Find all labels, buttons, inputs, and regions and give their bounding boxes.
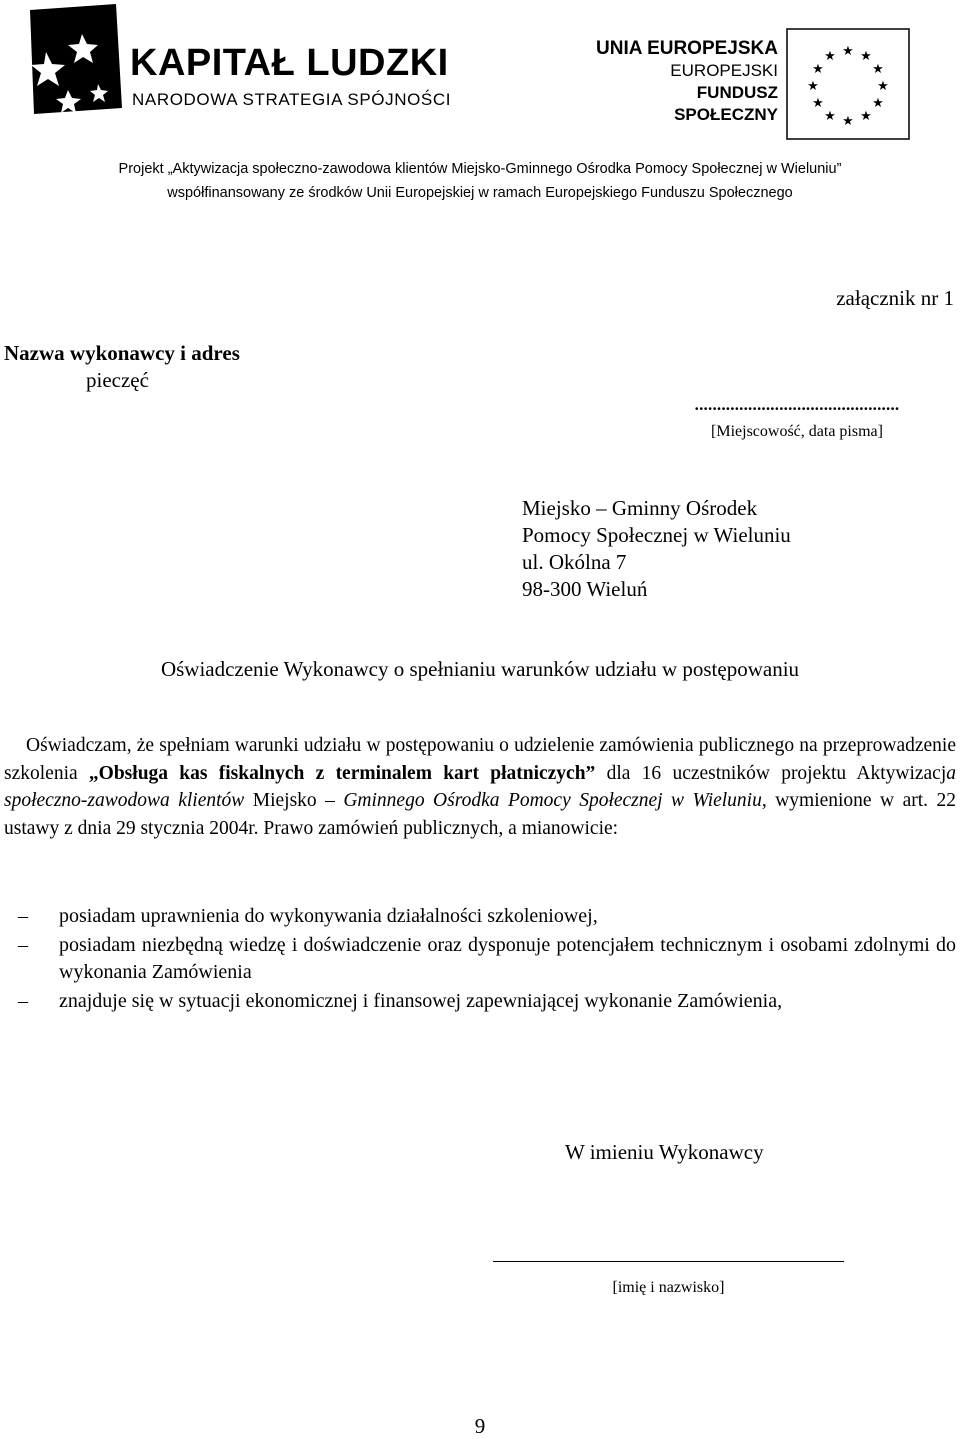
eu-flag-icon bbox=[786, 28, 910, 140]
attachment-label: załącznik nr 1 bbox=[836, 286, 954, 310]
contractor-name-label: Nazwa wykonawcy i adres bbox=[4, 341, 240, 365]
list-item-text: znajduje się w sytuacji ekonomicznej i finansowej zapewniającej wykonanie Zamówienia, bbox=[59, 989, 783, 1012]
recipient-line3: ul. Okólna 7 bbox=[522, 550, 627, 574]
project-header-line2: współfinansowany ze środków Unii Europejskiej w ramach Europejskiego Funduszu Społecznego bbox=[167, 185, 793, 201]
dash-icon: – bbox=[18, 905, 28, 927]
signature-caption: [imię i nazwisko] bbox=[612, 1279, 725, 1296]
paragraph-text-2: dla 16 uczestników projektu Aktywizacj bbox=[595, 762, 947, 784]
list-item-text: posiadam uprawnienia do wykonywania działalności szkoleniowej, bbox=[59, 905, 598, 927]
paragraph-text-4: , wymienione w art. 22 ustawy z dnia 29 stycznia 2004r. Prawo zamówień publicznych, a mianowicie: bbox=[4, 790, 956, 839]
paragraph-italic-2: Gminnego Ośrodka Pomocy Społecznej w Wieluniu bbox=[343, 790, 762, 811]
recipient-line4: 98-300 Wieluń bbox=[522, 577, 648, 601]
date-dots-field: .............................................. bbox=[694, 395, 900, 414]
svg-text:★: ★ bbox=[872, 96, 884, 111]
svg-text:★: ★ bbox=[842, 114, 854, 129]
svg-text:★: ★ bbox=[877, 79, 889, 94]
svg-text:★: ★ bbox=[824, 49, 836, 64]
project-header bbox=[0, 157, 960, 205]
paragraph-italic-1: a społeczno-zawodowa klientów bbox=[4, 762, 957, 811]
eu-logo-line2: EUROPEJSKI bbox=[670, 61, 778, 80]
date-label: [Miejscowość, data pisma] bbox=[711, 423, 883, 440]
signature-line bbox=[493, 1261, 844, 1262]
date-block bbox=[671, 395, 923, 441]
list-item bbox=[18, 903, 956, 931]
paragraph-text-1: Oświadczam, że spełniam warunki udziału w postępowaniu o udzielenie zamówienia publicznego na przeprowadzenie szkolenia bbox=[4, 735, 956, 784]
training-name: „Obsługa kas fiskalnych z terminalem kart płatniczych” bbox=[88, 762, 596, 784]
list-item-text: posiadam niezbędną wiedzę i doświadczenie oraz dysponuje potencjałem technicznym i osobami zdolnymi do wykonania Zamówienia bbox=[59, 933, 956, 983]
conditions-list bbox=[18, 903, 956, 1016]
dash-icon: – bbox=[18, 989, 28, 1012]
svg-text:★: ★ bbox=[812, 62, 824, 77]
kapital-ludzki-title: KAPITAŁ LUDZKI bbox=[130, 42, 449, 84]
svg-text:★: ★ bbox=[860, 109, 872, 124]
stamp-label: pieczęć bbox=[86, 368, 149, 392]
paragraph-text-3: Miejsko – bbox=[244, 790, 344, 811]
statement-title: Oświadczenie Wykonawcy o spełnianiu warunków udziału w postępowaniu bbox=[160, 657, 800, 681]
recipient-line2: Pomocy Społecznej w Wieluniu bbox=[522, 523, 791, 547]
svg-text:★: ★ bbox=[824, 109, 836, 124]
kapital-ludzki-emblem-icon bbox=[28, 4, 124, 114]
project-header-line1: Projekt „Aktywizacja społeczno-zawodowa klientów Miejsko-Gminnego Ośrodka Pomocy Społecznej w Wieluniu” bbox=[118, 161, 842, 177]
list-item bbox=[18, 988, 956, 1016]
svg-text:★: ★ bbox=[812, 96, 824, 111]
eu-logo-line1: UNIA EUROPEJSKA bbox=[596, 38, 778, 59]
kapital-ludzki-subtitle: NARODOWA STRATEGIA SPÓJNOŚCI bbox=[132, 90, 452, 109]
page-number: 9 bbox=[474, 1414, 486, 1438]
representative-label: W imieniu Wykonawcy bbox=[565, 1140, 764, 1164]
eu-logo-text bbox=[592, 38, 778, 126]
recipient-line1: Miejsko – Gminny Ośrodek bbox=[522, 496, 758, 520]
eu-logo-line3: FUNDUSZ SPOŁECZNY bbox=[674, 83, 778, 124]
svg-text:★: ★ bbox=[872, 62, 884, 77]
dash-icon: – bbox=[18, 933, 28, 956]
kapital-ludzki-logo bbox=[28, 4, 452, 114]
list-item bbox=[18, 932, 956, 987]
svg-text:★: ★ bbox=[807, 79, 819, 94]
eu-logo bbox=[592, 26, 912, 146]
recipient-address bbox=[522, 495, 791, 603]
contractor-block bbox=[4, 340, 240, 394]
main-paragraph bbox=[4, 732, 956, 842]
svg-text:★: ★ bbox=[860, 49, 872, 64]
svg-text:★: ★ bbox=[842, 44, 854, 59]
